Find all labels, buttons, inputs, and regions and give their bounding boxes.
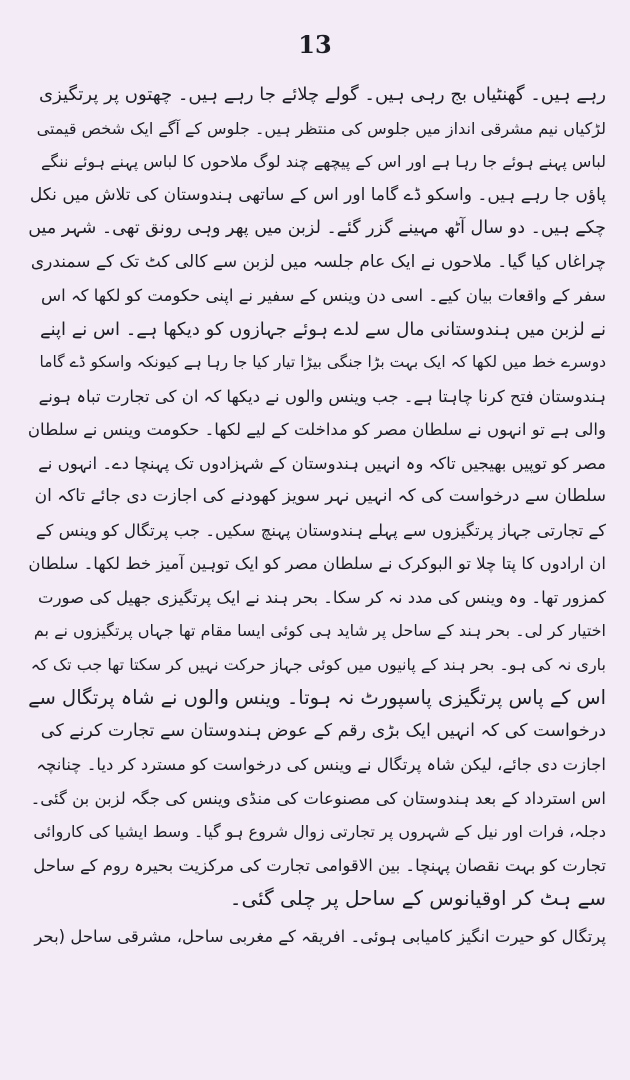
text-line: والی ہے تو انہوں نے سلطان مصر کو مداخلت کے لیے لکھا۔ حکومت وینس نے سلطان bbox=[28, 420, 606, 439]
text-line: درخواست کی کہ انہیں ایک بڑی رقم کے عوض ہندوستان سے تجارت کرنے کی bbox=[40, 720, 606, 741]
text-line: اس کے پاس پرتگیزی پاسپورٹ نہ ہوتا۔ وینس والوں نے شاہ پرتگال سے bbox=[28, 686, 606, 709]
text-line: لڑکیاں نیم مشرقی انداز میں جلوس کی منتظر ہیں۔ جلوس کے آگے ایک شخص قیمتی bbox=[36, 118, 606, 138]
text-line: باری نہ کی ہو۔ بحر ہند کے پانیوں میں کوئی جہاز حرکت نہیں کر سکتا تھا جب تک کہ bbox=[30, 654, 606, 674]
text-line: لباس پہنے ہوئے جا رہا ہے اور اس کے پیچھے چند لوگ ملاحوں کا لباس پہنے ہوئے ننگے bbox=[41, 152, 606, 171]
text-line: مصر کو توپیں بھیجیں تاکہ وہ انہیں ہندوستان کے شہزادوں تک پہنچا دے۔ انہوں نے bbox=[38, 453, 606, 473]
text-line: کمزور تھا۔ وہ وینس کی مدد نہ کر سکا۔ بحر ہند نے ایک پرتگیزی جھیل کی صورت bbox=[38, 587, 606, 607]
text-line: اس استرداد کے بعد ہندوستان کی مصنوعات کی منڈی وینس کی جگہ لزبن بن گئی۔ bbox=[30, 788, 606, 808]
text-line: رہے ہیں۔ گھنٹیاں بج رہی ہیں۔ گولے چلائے جا رہے ہیں۔ چھتوں پر پرتگیزی bbox=[39, 84, 606, 105]
text-line: نے لزبن میں ہندوستانی مال سے لدے ہوئے جہازوں کو دیکھا ہے۔ اس نے اپنے bbox=[40, 318, 606, 340]
text-line: کے تجارتی جہاز پرتگیزوں سے پہلے ہندوستان پہنچ سکیں۔ جب پرتگال کو وینس کے bbox=[35, 520, 606, 540]
text-line: ہندوستان فتح کرنا چاہتا ہے۔ جب وینس والوں نے دیکھا کہ ان کی تجارت تباہ ہونے bbox=[38, 386, 606, 406]
text-line: چکے ہیں۔ دو سال آٹھ مہینے گزر گئے۔ لزبن میں پھر وہی رونق تھی۔ شہر میں bbox=[28, 218, 606, 238]
text-line: سفر کے واقعات بیان کیے۔ اسی دن وینس کے سفیر نے اپنی حکومت کو لکھا کہ اس bbox=[41, 286, 606, 305]
text-line: دجلہ، فرات اور نیل کے شہروں پر تجارتی زوال شروع ہو گیا۔ وسط ایشیا کی کاروائی bbox=[33, 822, 606, 841]
text-line: پاؤں جا رہے ہیں۔ واسکو ڈے گاما اور اس کے ساتھی ہندوستان کی تلاش میں نکل bbox=[29, 184, 606, 205]
body-text bbox=[28, 78, 606, 953]
text-line: سے ہٹ کر اوقیانوس کے ساحل پر چلی گئی۔ bbox=[229, 886, 606, 910]
page-number: 13 bbox=[298, 30, 332, 59]
text-line: سلطان سے درخواست کی کہ انہیں نہر سویز کھودنے کی اجازت دی جائے تاکہ ان bbox=[34, 486, 606, 506]
text-line: پرتگال کو حیرت انگیز کامیابی ہوئی۔ افریقہ کے مغربی ساحل، مشرقی ساحل (بحر bbox=[34, 926, 606, 946]
text-line: اجازت دی جائے، لیکن شاہ پرتگال نے وینس کی درخواست کو مسترد کر دیا۔ چنانچہ bbox=[36, 755, 606, 774]
text-line: ان ارادوں کا پتا چلا تو البوکرک نے سلطان مصر کو ایک توہین آمیز خط لکھا۔ سلطان bbox=[28, 554, 606, 573]
text-line: تجارت کو بہت نقصان پہنچا۔ بین الاقوامی تجارت کی مرکزیت بحیرہ روم کے ساحل bbox=[33, 855, 606, 875]
text-line: چراغاں کیا گیا۔ ملاحوں نے ایک عام جلسہ میں لزبن سے کالی کٹ تک کے سمندری bbox=[30, 251, 606, 272]
text-line: دوسرے خط میں لکھا کہ ایک بہت بڑا جنگی بیڑا تیار کیا جا رہا ہے کیونکہ واسکو ڈے گاما bbox=[39, 353, 606, 371]
text-line: اختیار کر لی۔ بحر ہند کے ساحل پر شاید ہی کوئی ایسا مقام تھا جہاں پرتگیزوں نے بم bbox=[33, 621, 606, 640]
